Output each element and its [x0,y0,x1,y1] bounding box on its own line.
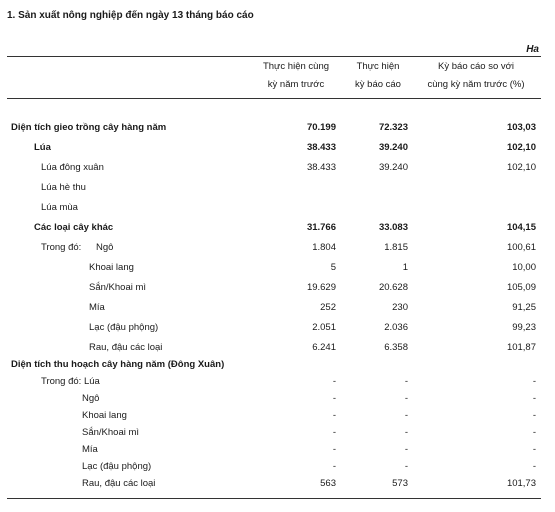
cell-ratio: 101,87 [506,342,536,353]
cell-prior: - [332,393,336,404]
cell-prior: 38.433 [306,142,336,153]
cell-ratio: 104,15 [506,222,536,233]
table-row [0,120,555,136]
cell-current: 6.358 [384,342,408,353]
row-label: Lúa [34,142,51,153]
cell-ratio: 101,73 [506,478,536,489]
cell-ratio: 105,09 [506,282,536,293]
table-row [0,180,555,196]
cell-ratio: - [532,444,536,455]
row-label: Sắn/Khoai mì [82,427,140,438]
cell-ratio: - [532,461,536,472]
row-prefix: Trong đó: [41,242,82,253]
cell-current: 20.628 [378,282,408,293]
cell-ratio: - [532,427,536,438]
header-col-prior-line2: kỳ năm trước [267,79,325,90]
table-row [0,425,555,441]
header-col-current-line1: Thực hiện [356,61,400,72]
header-col-prior-period [252,58,340,94]
table-row [0,374,555,390]
row-label: Diện tích thu hoạch cây hàng năm (Đông Xuân) [11,359,225,370]
cell-prior: - [332,410,336,421]
cell-current: 1.815 [384,242,408,253]
row-label: Mía [82,444,98,455]
table-row [0,340,555,356]
cell-prior: - [332,461,336,472]
header-top-rule [7,56,541,57]
row-label: Diện tích gieo trồng cây hàng năm [11,122,167,133]
table-row [0,476,555,492]
cell-ratio: 100,61 [506,242,536,253]
cell-prior: 2.051 [312,322,336,333]
cell-ratio: 103,03 [506,122,536,133]
cell-ratio: - [532,410,536,421]
row-label: Rau, đậu các loại [82,478,156,489]
cell-current: 33.083 [378,222,408,233]
cell-current: - [404,410,408,421]
row-label: Sắn/Khoai mì [89,282,147,293]
row-label: Lúa mùa [41,202,78,213]
cell-ratio: 102,10 [506,142,536,153]
cell-current: - [404,444,408,455]
row-label: Lúa đông xuân [41,162,104,173]
cell-prior: 1.804 [312,242,336,253]
cell-prior: 563 [320,478,336,489]
cell-prior: - [332,444,336,455]
cell-ratio: - [532,376,536,387]
row-label: Lạc (đậu phộng) [82,461,152,472]
table-row [0,280,555,296]
table-row [0,160,555,176]
cell-prior: 5 [330,262,336,273]
cell-ratio: - [532,393,536,404]
cell-current: 573 [392,478,408,489]
row-label: Ngô [82,393,100,404]
cell-prior: - [332,376,336,387]
cell-current: 39.240 [378,162,408,173]
cell-prior: 252 [320,302,336,313]
header-bottom-rule [7,98,541,99]
cell-prior: 19.629 [306,282,336,293]
header-col-ratio-line1: Kỳ báo cáo so với [438,61,514,72]
header-col-ratio [416,58,536,94]
row-label: Trong đó: Lúa [41,376,100,387]
cell-ratio: 91,25 [512,302,536,313]
header-col-current-period [340,58,416,94]
table-row [0,200,555,216]
table-row [0,220,555,236]
cell-current: - [404,376,408,387]
header-col-current-line2: kỳ báo cáo [355,79,401,90]
cell-current: 72.323 [378,122,408,133]
row-label: Các loại cây khác [34,222,114,233]
row-label: Lúa hè thu [41,182,86,193]
table-row [0,357,555,373]
table-row [0,240,555,256]
header-col-ratio-line2: cùng kỳ năm trước (%) [427,79,525,90]
table-row [0,442,555,458]
cell-ratio: 99,23 [512,322,536,333]
row-label: Mía [89,302,105,313]
cell-ratio: 10,00 [512,262,536,273]
table-row [0,459,555,475]
cell-current: 2.036 [384,322,408,333]
row-label: Khoai lang [89,262,134,273]
table-row [0,140,555,156]
cell-ratio: 102,10 [506,162,536,173]
cell-prior: 70.199 [306,122,336,133]
cell-current: 1 [402,262,408,273]
row-label: Rau, đậu các loại [89,342,163,353]
table-row [0,320,555,336]
cell-prior: 6.241 [312,342,336,353]
cell-prior: 38.433 [306,162,336,173]
row-label: Khoai lang [82,410,127,421]
cell-current: 230 [392,302,408,313]
table-row [0,408,555,424]
cell-current: - [404,427,408,438]
row-label: Lạc (đậu phộng) [89,322,159,333]
table-row [0,391,555,407]
header-col-prior-line1: Thực hiện cùng [262,61,330,72]
cell-current: 39.240 [378,142,408,153]
row-label: Ngô [96,242,114,253]
cell-prior: - [332,427,336,438]
cell-prior: 31.766 [306,222,336,233]
cell-current: - [404,461,408,472]
report-title: 1. Sản xuất nông nghiệp đến ngày 13 tháng báo cáo [7,10,254,21]
cell-current: - [404,393,408,404]
table-row [0,260,555,276]
unit-label: Ha [526,44,539,55]
table-row [0,300,555,316]
table-bottom-rule [7,498,541,499]
